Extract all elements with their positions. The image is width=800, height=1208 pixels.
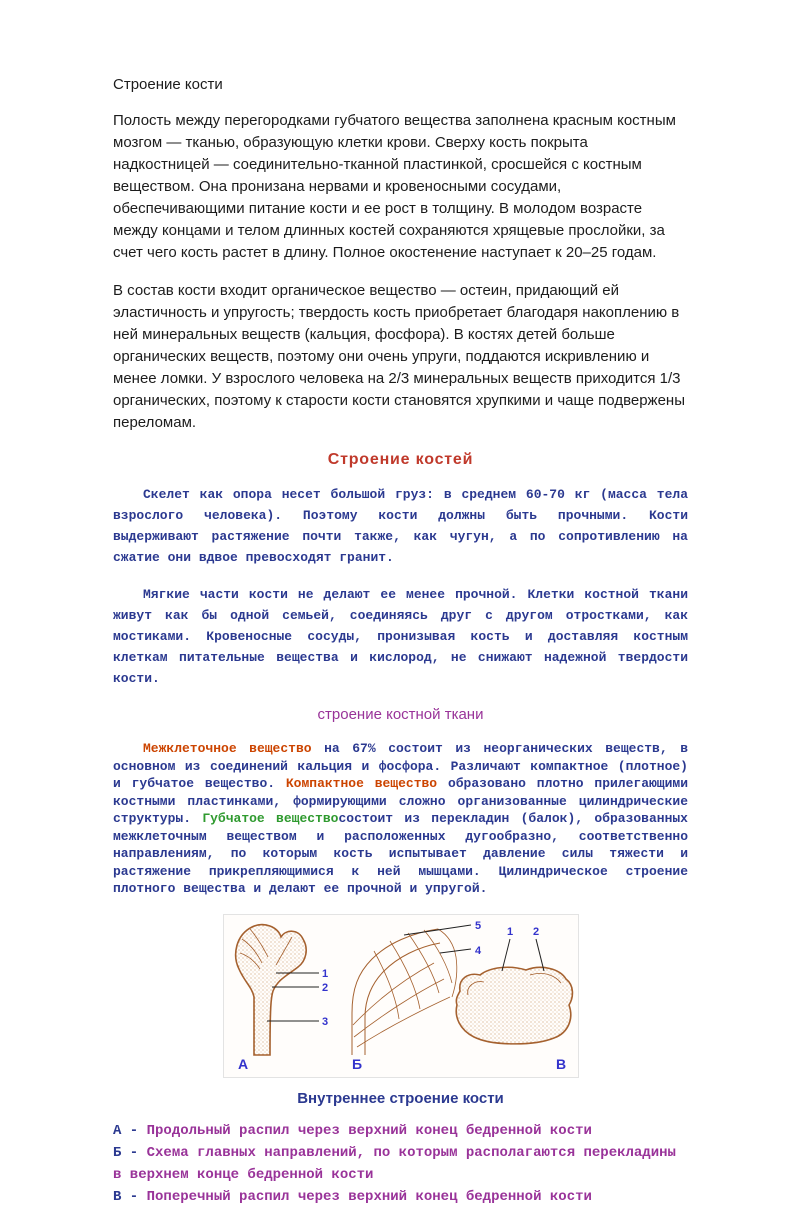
tissue-text-1: на 67% состоит из неорганических веществ, в основном из соединений кальция и фосфора. Различают компактное (плотное) и губчатое вещество. <box>113 741 689 791</box>
figure-label-2: 2 <box>321 981 328 994</box>
figure-label-3: 3 <box>321 1015 328 1028</box>
femur-cross-section-drawing <box>456 926 572 1072</box>
section-heading-bone-tissue: строение костной ткани <box>317 706 484 723</box>
figure-letter-v: В <box>555 1055 566 1072</box>
legend-letter-a: А - <box>113 1122 139 1139</box>
tissue-text-3: состоит из перекладин (балок), образованных межклеточным веществом и расположенных дугообразно, соответственно направлениям, по которым кость испытывает давление силы тяжести и растяжение прикрепляющимися к ней мышцами. Цилиндрическое строение плотного вещества и делают ее прочной и упругой. <box>113 811 688 896</box>
legend-letter-b: Б - <box>113 1144 139 1161</box>
legend-item-b <box>113 1142 688 1186</box>
term-intercellular-substance: Межклеточное вещество <box>143 741 312 756</box>
navy-paragraph-soft-parts: Мягкие части кости не делают ее менее прочной. Клетки костной ткани живут как бы одной семьей, соединяясь друг с другом отростками, как мостиками. Кровеносные сосуды, пронизывая кость и доставляя костным клеткам питательные вещества и кислород, не снижают надежной твердости кости. <box>113 587 688 686</box>
figure-letter-a: А <box>237 1055 248 1072</box>
figure-label-1-right: 1 <box>506 925 513 938</box>
figure-frame <box>223 914 579 1078</box>
doc-title: Строение кости <box>113 76 223 93</box>
legend-text-a: Продольный распил через верхний конец бедренной кости <box>146 1122 592 1139</box>
paragraph-bone-tissue <box>113 740 688 898</box>
section-heading-bone-structure: Строение костей <box>327 451 474 468</box>
paragraph-bone-cavity: Полость между перегородками губчатого вещества заполнена красным костным мозгом — тканью, образующую клетки крови. Сверху кость покрыта надкостницей — соединительно-тканной пластинкой, сросшейся с костным веществом. Она пронизана нервами и кровеносными сосудами, обеспечивающими питание кости и ее рост в толщину. В молодом возрасте между концами и телом длинных костей сохраняются хрящевые прослойки, за счет чего кость растет в длину. Полное окостенение наступает к 20–25 годам. <box>113 112 676 261</box>
figure-letter-b: Б <box>351 1055 362 1072</box>
figure-legend <box>113 1120 688 1208</box>
figure-label-4: 4 <box>474 944 481 957</box>
legend-text-b: Схема главных направлений, по которым располагаются перекладины в верхнем конце бедренной кости <box>113 1144 676 1183</box>
figure-label-5: 5 <box>474 919 481 932</box>
paragraph-bone-composition: В состав кости входит органическое вещество — остеин, придающий ей эластичность и упругость; твердость кость приобретает благодаря накоплению в ней минеральных веществ (кальция, фосфора). В костях детей больше органических веществ, поэтому они очень упруги, поддаются искривлению и менее ломки. У взрослого человека на 2/3 минеральных веществ приходится 1/3 органических, поэтому к старости кости становятся хрупкими и чаще подвержены переломам. <box>113 282 685 431</box>
figure-bone-structure <box>113 914 688 1083</box>
figure-label-2-right: 2 <box>532 925 539 938</box>
tissue-text-2: образовано плотно прилегающими костными пластинками, формирующими сложно организованные цилиндрические структуры. <box>113 776 689 826</box>
legend-letter-v: В - <box>113 1188 139 1205</box>
navy-paragraph-skeleton-load: Скелет как опора несет большой груз: в среднем 60-70 кг (масса тела взрослого человека). Поэтому кости должны быть прочными. Кости выдерживают растяжение почти также, как чугун, а по сопротивлению на сжатие они вдвое превосходят гранит. <box>113 487 688 565</box>
term-compact-substance: Компактное вещество <box>285 776 438 791</box>
figure-label-1: 1 <box>321 967 328 980</box>
term-spongy-substance: Губчатое вещество <box>202 811 339 826</box>
figure-caption: Внутреннее строение кости <box>297 1089 504 1107</box>
bone-structure-illustration <box>226 917 576 1075</box>
femur-longitudinal-drawing <box>235 924 327 1071</box>
legend-item-v <box>113 1186 688 1208</box>
legend-text-v: Поперечный распил через верхний конец бедренной кости <box>146 1188 592 1205</box>
